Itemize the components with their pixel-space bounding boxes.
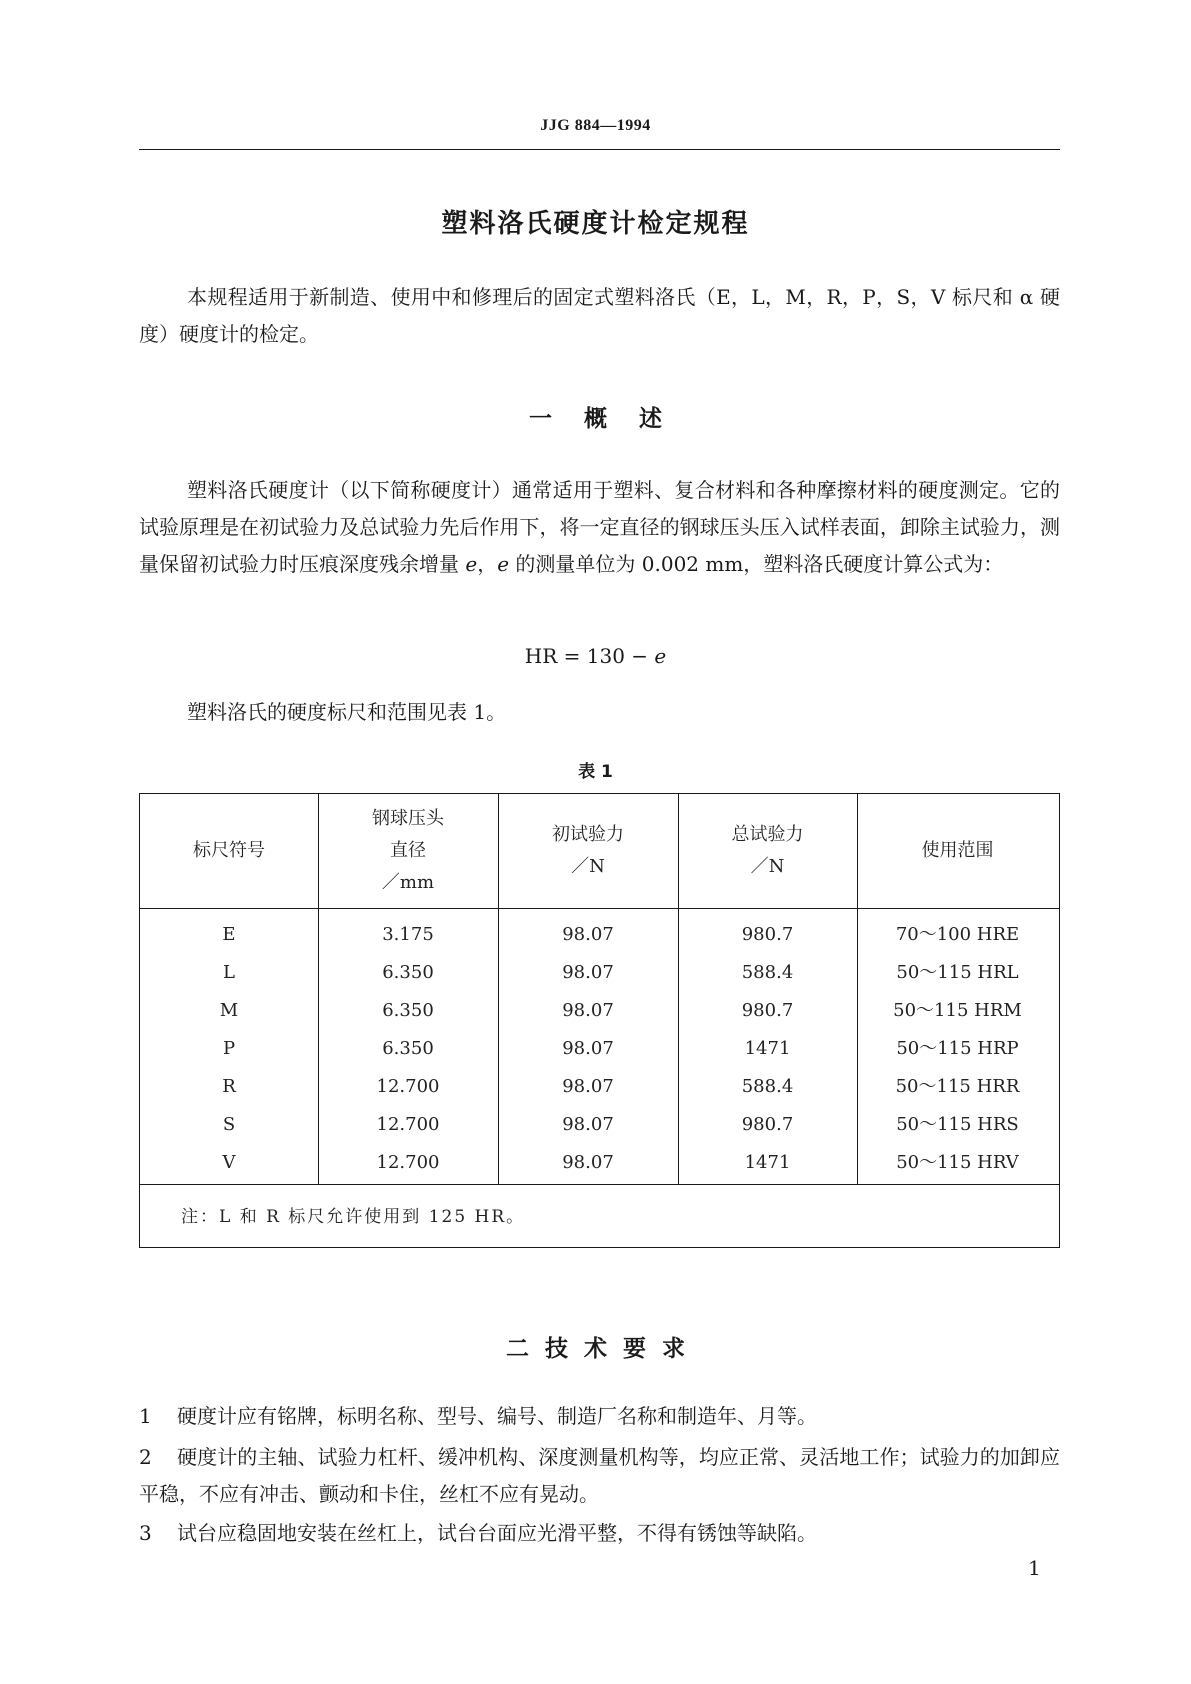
table-note-divider: [140, 1184, 1059, 1185]
header-total-force-unit: ／N: [750, 856, 785, 877]
table-cell: 98.07: [562, 1114, 614, 1135]
table-cell: 98.07: [562, 1076, 614, 1097]
requirement-item-3: [139, 1515, 1060, 1552]
table-cell: S: [222, 1114, 236, 1135]
table-cell: 980.7: [741, 1000, 794, 1021]
table-cell: P: [222, 1038, 236, 1059]
table-cell: V: [222, 1152, 236, 1173]
table-cell: 50～115 HRV: [896, 1152, 1019, 1173]
table-cell: 12.700: [376, 1076, 440, 1097]
requirement-number: 2: [139, 1445, 152, 1469]
page-number: 1: [1028, 1556, 1041, 1580]
table-cell: 588.4: [741, 1076, 794, 1097]
table-reference: 塑料洛氏的硬度标尺和范围见表 1。: [187, 700, 507, 724]
table-cell: 50～115 HRR: [895, 1076, 1020, 1097]
table-cell: 3.175: [382, 924, 434, 945]
header-ball-diameter-line1: 钢球压头: [372, 808, 444, 829]
table-cell: 98.07: [562, 924, 614, 945]
table-cell: 50～115 HRS: [896, 1114, 1019, 1135]
variable-e-2: e: [497, 552, 510, 576]
header-usage-range-text: 使用范围: [921, 840, 994, 861]
requirement-text: 试台应稳固地安装在丝杠上，试台台面应光滑平整，不得有锈蚀等缺陷。: [177, 1521, 817, 1545]
requirement-number: 3: [139, 1521, 152, 1545]
hardness-scale-table: [139, 793, 1060, 1248]
requirement-text: 硬度计的主轴、试验力杠杆、缓冲机构、深度测量机构等，均应正常、灵活地工作；试验力的加卸应平稳，不应有冲击、颤动和卡住，丝杠不应有晃动。: [139, 1445, 1060, 1506]
table-cell: 6.350: [382, 1038, 434, 1059]
table-cell: 50～115 HRL: [896, 962, 1019, 983]
requirement-item-1: [139, 1398, 1060, 1435]
table-cell: 1471: [744, 1152, 791, 1173]
header-preliminary-force: [498, 794, 678, 908]
overview-text-2: 的测量单位为 0.002 mm，塑料洛氏硬度计算公式为：: [509, 552, 1004, 576]
table-cell: 98.07: [562, 1038, 614, 1059]
section-2-title: 二 技 术 要 求: [505, 1336, 686, 1362]
overview-comma: ，: [477, 552, 498, 576]
requirement-number: 1: [139, 1404, 152, 1428]
section-1-title: 一 概 述: [528, 406, 663, 432]
table-cell: M: [219, 1000, 239, 1021]
document-title: 塑料洛氏硬度计检定规程: [441, 209, 750, 239]
table-header-divider: [140, 908, 1059, 909]
header-scale-symbol: [140, 794, 318, 908]
header-scale-symbol-text: 标尺符号: [193, 840, 265, 861]
header-ball-diameter-unit: ／mm: [381, 872, 435, 893]
header-divider: [139, 149, 1060, 150]
table-cell: 98.07: [562, 1000, 614, 1021]
table-note: 注：L 和 R 标尺允许使用到 125 HR。: [181, 1207, 526, 1227]
table-cell: 50～115 HRM: [893, 1000, 1022, 1021]
variable-e-1: e: [465, 552, 478, 576]
table-cell: 98.07: [562, 1152, 614, 1173]
requirement-item-2: [139, 1439, 1060, 1513]
header-ball-diameter: [318, 794, 498, 908]
table-caption: 表 1: [578, 762, 613, 782]
table-cell: L: [223, 962, 235, 983]
header-preliminary-force-unit: ／N: [571, 856, 605, 877]
formula-variable: e: [654, 644, 667, 668]
header-total-force: [678, 794, 857, 908]
table-cell: 980.7: [741, 1114, 794, 1135]
table-cell: R: [222, 1076, 236, 1097]
table-cell: 70～100 HRE: [895, 924, 1020, 945]
table-cell: 1471: [744, 1038, 791, 1059]
header-preliminary-force-line1: 初试验力: [552, 824, 624, 845]
hardness-formula: [0, 644, 1191, 668]
intro-paragraph: 本规程适用于新制造、使用中和修理后的固定式塑料洛氏（E，L，M，R，P，S，V 标尺和 α 硬度）硬度计的检定。: [139, 285, 1060, 346]
table-cell: 6.350: [382, 1000, 434, 1021]
overview-paragraph: [139, 472, 1060, 583]
table-cell: E: [222, 924, 236, 945]
overview-text-1: 塑料洛氏硬度计（以下简称硬度计）通常适用于塑料、复合材料和各种摩擦材料的硬度测定。它的试验原理是在初试验力及总试验力先后作用下，将一定直径的钢球压头压入试样表面，卸除主试验力，测量保留初试验力时压痕深度残余增量: [139, 478, 1060, 576]
header-ball-diameter-line2: 直径: [390, 840, 426, 861]
header-usage-range: [857, 794, 1058, 908]
table-cell: 50～115 HRP: [896, 1038, 1019, 1059]
table-cell: 6.350: [382, 962, 434, 983]
formula-left: HR = 130 −: [524, 644, 655, 668]
header-total-force-line1: 总试验力: [731, 824, 804, 845]
table-cell: 12.700: [376, 1114, 440, 1135]
table-cell: 980.7: [741, 924, 794, 945]
table-cell: 98.07: [562, 962, 614, 983]
table-cell: 588.4: [741, 962, 794, 983]
requirement-text: 硬度计应有铭牌，标明名称、型号、编号、制造厂名称和制造年、月等。: [177, 1404, 817, 1428]
document-code: JJG 884—1994: [540, 117, 651, 134]
table-cell: 12.700: [376, 1152, 440, 1173]
